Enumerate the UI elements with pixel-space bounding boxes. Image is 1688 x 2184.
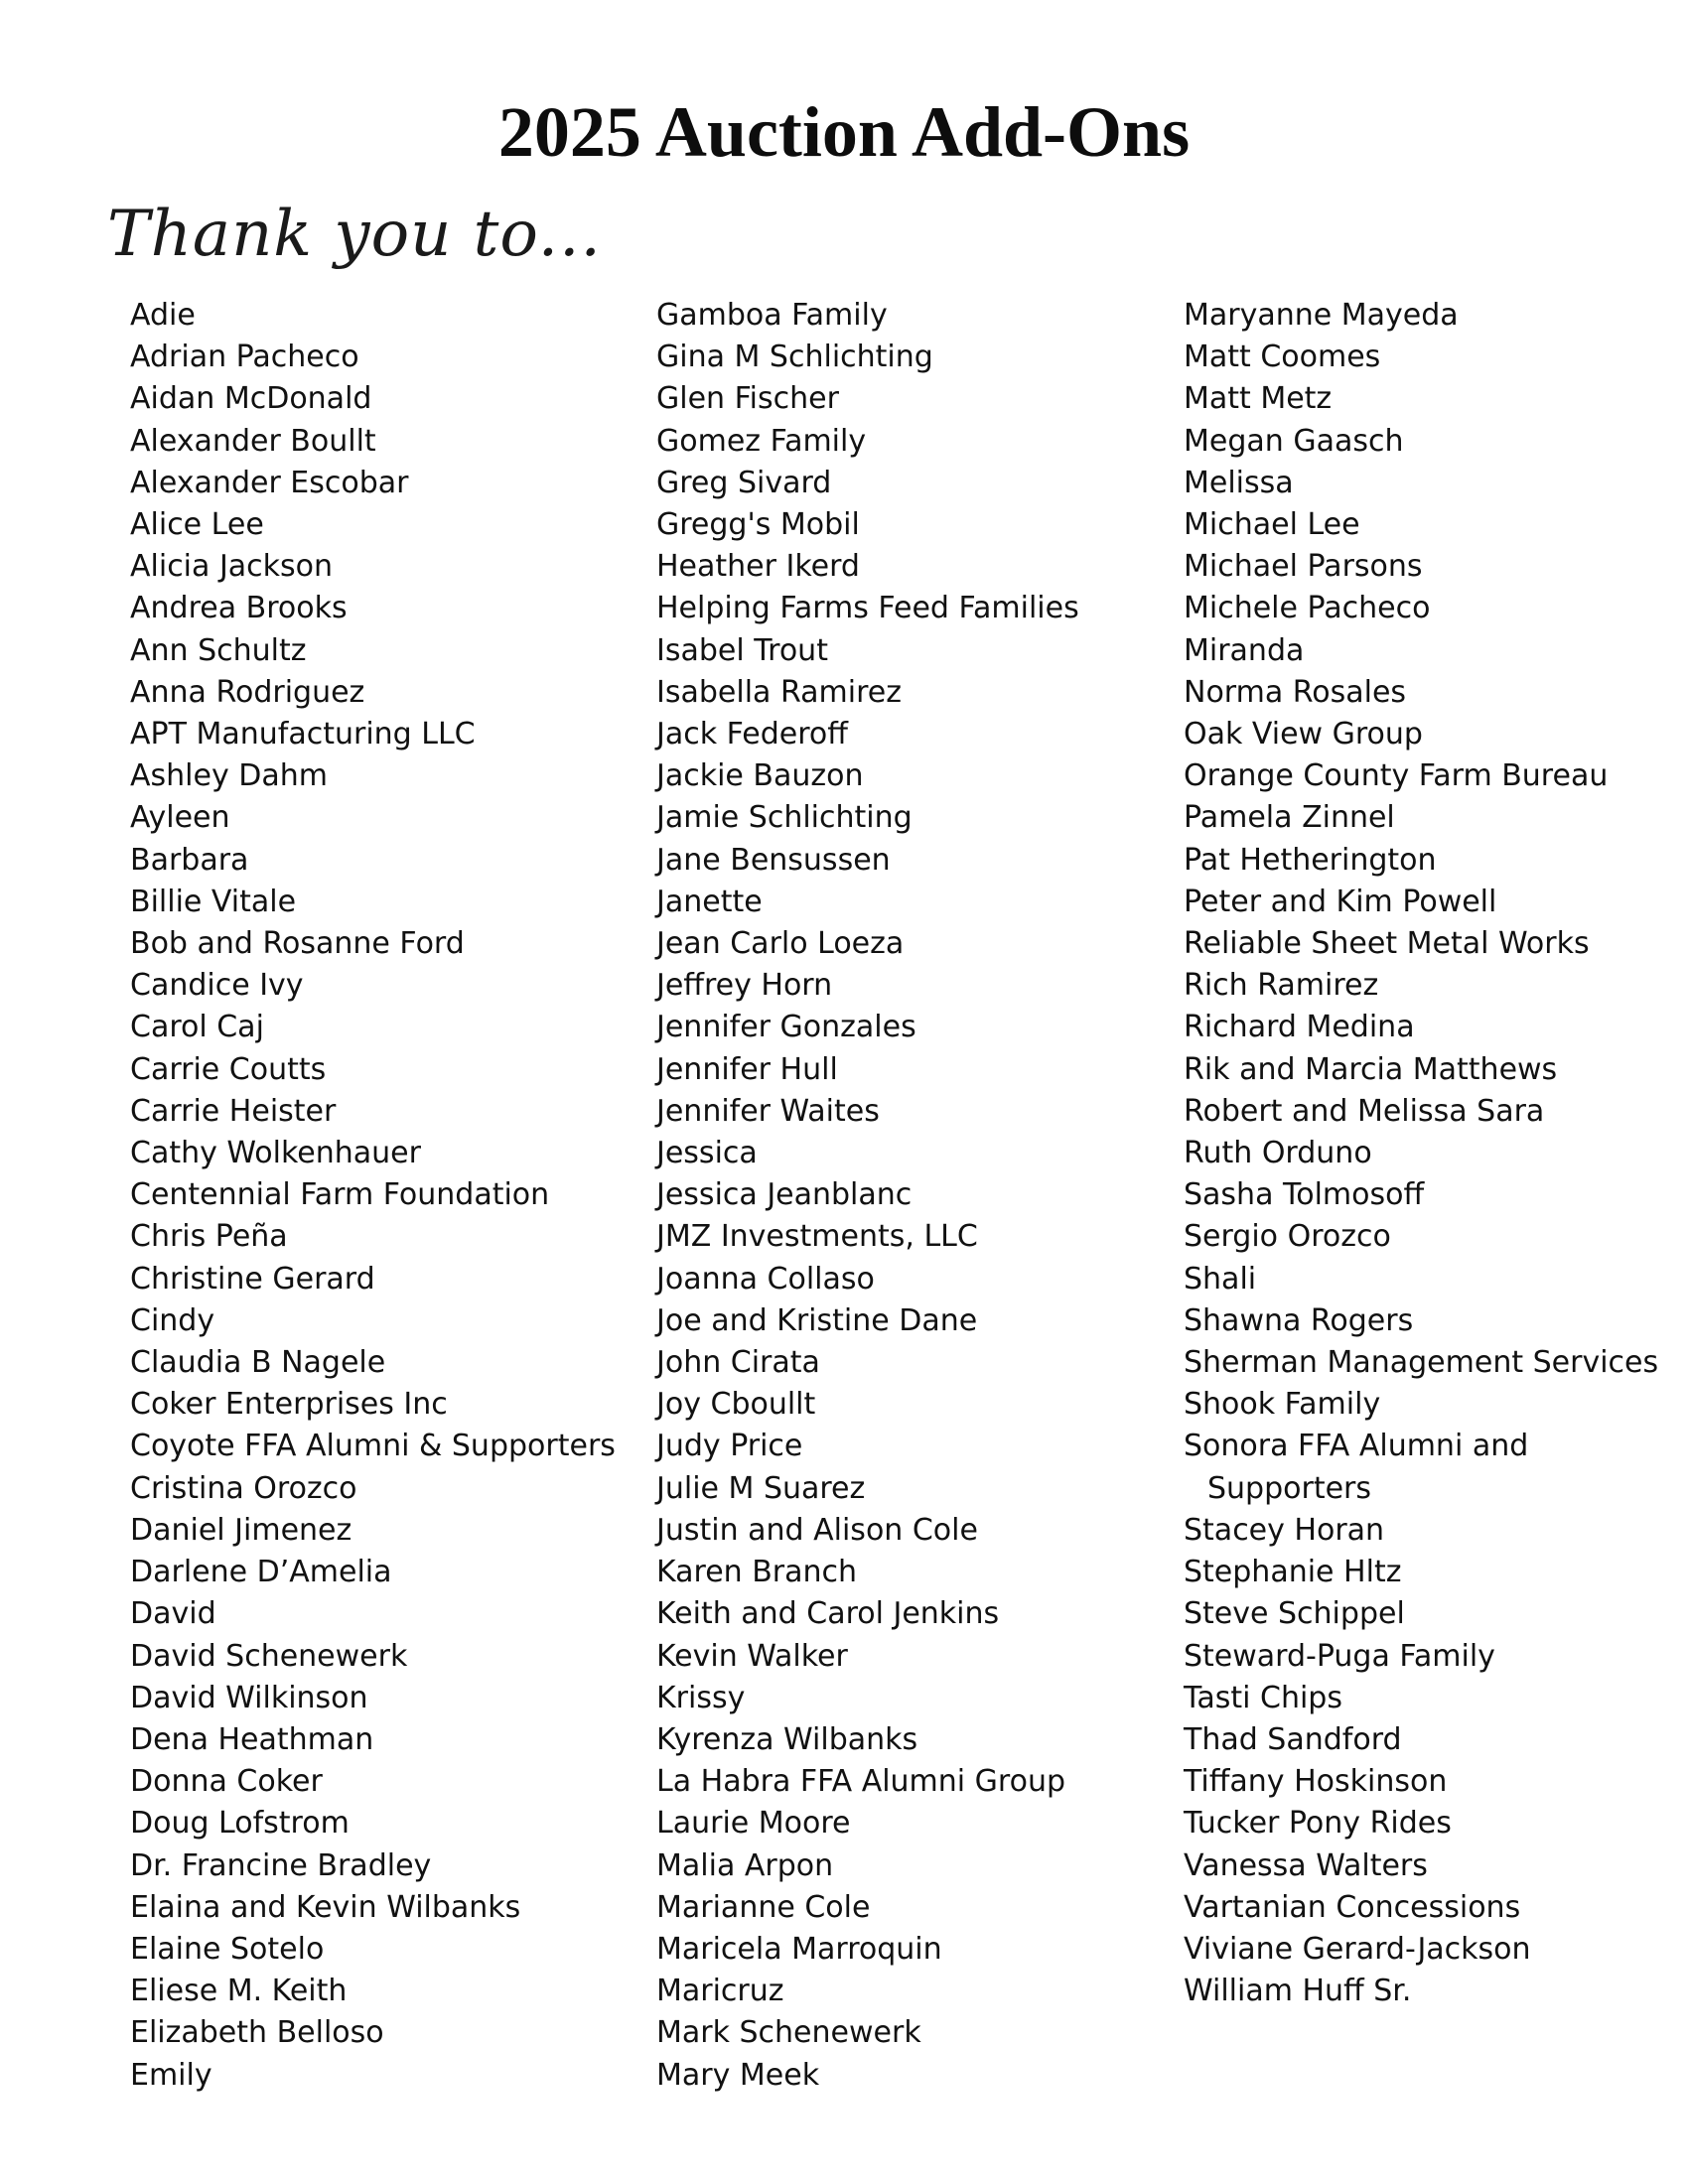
donor-name: Candice Ivy <box>130 968 304 1004</box>
donor-name: Carrie Heister <box>130 1093 337 1129</box>
donor-name: Barbara <box>130 842 249 878</box>
donor-name: Aidan McDonald <box>130 381 372 417</box>
donor-name: Claudia B Nagele <box>130 1345 386 1381</box>
donor-name: Tiffany Hoskinson <box>1184 1764 1448 1800</box>
donor-name: Alexander Escobar <box>130 465 409 500</box>
donor-name: David Wilkinson <box>130 1680 368 1715</box>
donor-column-3 <box>1184 295 1680 2012</box>
donor-name: John Cirata <box>656 1345 820 1381</box>
donor-name: Carrie Coutts <box>130 1051 327 1087</box>
donor-name: Jennifer Gonzales <box>656 1010 916 1045</box>
donor-name: Bob and Rosanne Ford <box>130 926 465 962</box>
donor-name: Greg Sivard <box>656 465 832 500</box>
donor-name: Carol Caj <box>130 1010 264 1045</box>
donor-name: Joe and Kristine Dane <box>656 1302 978 1338</box>
donor-column-1 <box>130 295 646 2097</box>
donor-name: Helping Farms Feed Families <box>656 591 1079 626</box>
donor-name: La Habra FFA Alumni Group <box>656 1764 1066 1800</box>
donor-name: David <box>130 1596 216 1632</box>
donor-name: Justin and Alison Cole <box>656 1512 978 1548</box>
donor-name: Andrea Brooks <box>130 591 348 626</box>
donor-name: Ann Schultz <box>130 632 307 668</box>
donor-name: Shawna Rogers <box>1184 1302 1414 1338</box>
donor-name: Jack Federoff <box>656 717 848 752</box>
donor-name: Vartanian Concessions <box>1184 1889 1521 1925</box>
donor-name: Alexander Boullt <box>130 423 376 459</box>
donor-name: Cindy <box>130 1302 215 1338</box>
donor-name: Elaina and Kevin Wilbanks <box>130 1889 521 1925</box>
donor-name: Malia Arpon <box>656 1847 834 1883</box>
donor-name: Miranda <box>1184 632 1305 668</box>
donor-name: Stephanie Hltz <box>1184 1555 1402 1590</box>
donor-name: Jennifer Hull <box>656 1051 838 1087</box>
donor-name: William Huff Sr. <box>1184 1974 1412 2009</box>
donor-name: Viviane Gerard-Jackson <box>1184 1931 1531 1967</box>
donor-name: Cathy Wolkenhauer <box>130 1136 421 1171</box>
donor-name: Doug Lofstrom <box>130 1806 350 1842</box>
donor-name: Janette <box>656 884 763 919</box>
donor-name: Jessica <box>656 1136 758 1171</box>
donor-name: Marianne Cole <box>656 1889 871 1925</box>
donor-name: Eliese M. Keith <box>130 1974 348 2009</box>
donor-name: Coyote FFA Alumni & Supporters <box>130 1429 616 1464</box>
donor-name: Jamie Schlichting <box>656 800 913 836</box>
donor-name: Stacey Horan <box>1184 1512 1385 1548</box>
donor-name: Chris Peña <box>130 1219 288 1255</box>
donor-name: Matt Coomes <box>1184 340 1381 375</box>
donor-name: Joy Cboullt <box>656 1387 816 1423</box>
donor-name: Rik and Marcia Matthews <box>1184 1051 1558 1087</box>
donor-name: Ashley Dahm <box>130 758 328 794</box>
donor-name: Sonora FFA Alumni and <box>1184 1429 1529 1464</box>
donor-name: Jeffrey Horn <box>656 968 833 1004</box>
donor-name: Daniel Jimenez <box>130 1512 352 1548</box>
donor-name: Mark Schenewerk <box>656 2015 921 2051</box>
donor-name: Adie <box>130 298 196 333</box>
donor-name: Jackie Bauzon <box>656 758 864 794</box>
donor-name: Melissa <box>1184 465 1294 500</box>
donor-name: Krissy <box>656 1680 746 1715</box>
donor-name: Julie M Suarez <box>656 1470 866 1506</box>
donor-name: Oak View Group <box>1184 717 1423 752</box>
donor-name: Darlene D’Amelia <box>130 1555 392 1590</box>
donor-name: Heather Ikerd <box>656 549 860 585</box>
donor-name: Shook Family <box>1184 1387 1381 1423</box>
donor-name: Sergio Orozco <box>1184 1219 1391 1255</box>
donor-name: Maricruz <box>656 1974 784 2009</box>
donor-name: Sasha Tolmosoff <box>1184 1177 1425 1213</box>
donor-name: Michael Parsons <box>1184 549 1423 585</box>
donor-name: Ayleen <box>130 800 230 836</box>
donor-name: Jessica Jeanblanc <box>656 1177 913 1213</box>
donor-name: Megan Gaasch <box>1184 423 1404 459</box>
donor-name: Robert and Melissa Sara <box>1184 1093 1545 1129</box>
donor-name: Emily <box>130 2057 212 2093</box>
donor-name: Steward-Puga Family <box>1184 1638 1495 1674</box>
donor-name: Elaine Sotelo <box>130 1931 325 1967</box>
donor-name: Donna Coker <box>130 1764 323 1800</box>
donor-name: JMZ Investments, LLC <box>656 1219 978 1255</box>
donor-name: Norma Rosales <box>1184 674 1407 710</box>
donor-name: Elizabeth Belloso <box>130 2015 384 2051</box>
donor-column-2 <box>656 295 1173 2097</box>
donor-name: Gina M Schlichting <box>656 340 933 375</box>
donor-name: Mary Meek <box>656 2057 820 2093</box>
donor-name: David Schenewerk <box>130 1638 408 1674</box>
donor-name: Jean Carlo Loeza <box>656 926 905 962</box>
donor-name: Gamboa Family <box>656 298 888 333</box>
donor-name: APT Manufacturing LLC <box>130 717 476 752</box>
donor-name: Gomez Family <box>656 423 867 459</box>
donor-name: Matt Metz <box>1184 381 1333 417</box>
donor-name: Shali <box>1184 1261 1257 1297</box>
donor-name: Joanna Collaso <box>656 1261 875 1297</box>
donor-name: Isabella Ramirez <box>656 674 902 710</box>
donor-name: Thad Sandford <box>1184 1721 1402 1757</box>
donor-name: Maryanne Mayeda <box>1184 298 1459 333</box>
donor-name: Pat Hetherington <box>1184 842 1437 878</box>
donor-name: Coker Enterprises Inc <box>130 1387 448 1423</box>
page-title: 2025 Auction Add-Ons <box>497 92 1191 172</box>
donor-name: Glen Fischer <box>656 381 839 417</box>
donor-name: Vanessa Walters <box>1184 1847 1428 1883</box>
donor-name: Dr. Francine Bradley <box>130 1847 432 1883</box>
donor-name: Kevin Walker <box>656 1638 848 1674</box>
donor-name: Centennial Farm Foundation <box>130 1177 550 1213</box>
donor-name: Maricela Marroquin <box>656 1931 942 1967</box>
donor-name: Alicia Jackson <box>130 549 334 585</box>
donor-name: Dena Heathman <box>130 1721 374 1757</box>
donor-name: Michael Lee <box>1184 507 1360 543</box>
donor-name: Kyrenza Wilbanks <box>656 1721 918 1757</box>
donor-name: Reliable Sheet Metal Works <box>1184 926 1590 962</box>
donor-name: Isabel Trout <box>656 632 828 668</box>
donor-name: Richard Medina <box>1184 1010 1415 1045</box>
donor-name: Christine Gerard <box>130 1261 375 1297</box>
donor-name: Laurie Moore <box>656 1806 851 1842</box>
donor-name: Jennifer Waites <box>656 1093 880 1129</box>
donor-name: Cristina Orozco <box>130 1470 357 1506</box>
donor-name: Gregg's Mobil <box>656 507 860 543</box>
donor-name: Tucker Pony Rides <box>1184 1806 1452 1842</box>
thank-you-heading: Thank you to... <box>107 198 602 271</box>
donor-name: Anna Rodriguez <box>130 674 365 710</box>
donor-name: Michele Pacheco <box>1184 591 1431 626</box>
donor-name: Billie Vitale <box>130 884 297 919</box>
donor-name: Peter and Kim Powell <box>1184 884 1497 919</box>
donor-name: Keith and Carol Jenkins <box>656 1596 1000 1632</box>
donor-name: Sherman Management Services <box>1184 1345 1659 1381</box>
donor-name: Jane Bensussen <box>656 842 891 878</box>
donor-name: Ruth Orduno <box>1184 1136 1372 1171</box>
donor-name: Judy Price <box>656 1429 803 1464</box>
donor-name: Steve Schippel <box>1184 1596 1405 1632</box>
donor-name: Rich Ramirez <box>1184 968 1379 1004</box>
donor-name: Pamela Zinnel <box>1184 800 1395 836</box>
donor-name: Orange County Farm Bureau <box>1184 758 1609 794</box>
donor-name: Supporters <box>1207 1470 1372 1506</box>
donor-name: Tasti Chips <box>1184 1680 1342 1715</box>
donor-name: Alice Lee <box>130 507 264 543</box>
donor-name: Karen Branch <box>656 1555 858 1590</box>
donor-name: Adrian Pacheco <box>130 340 359 375</box>
